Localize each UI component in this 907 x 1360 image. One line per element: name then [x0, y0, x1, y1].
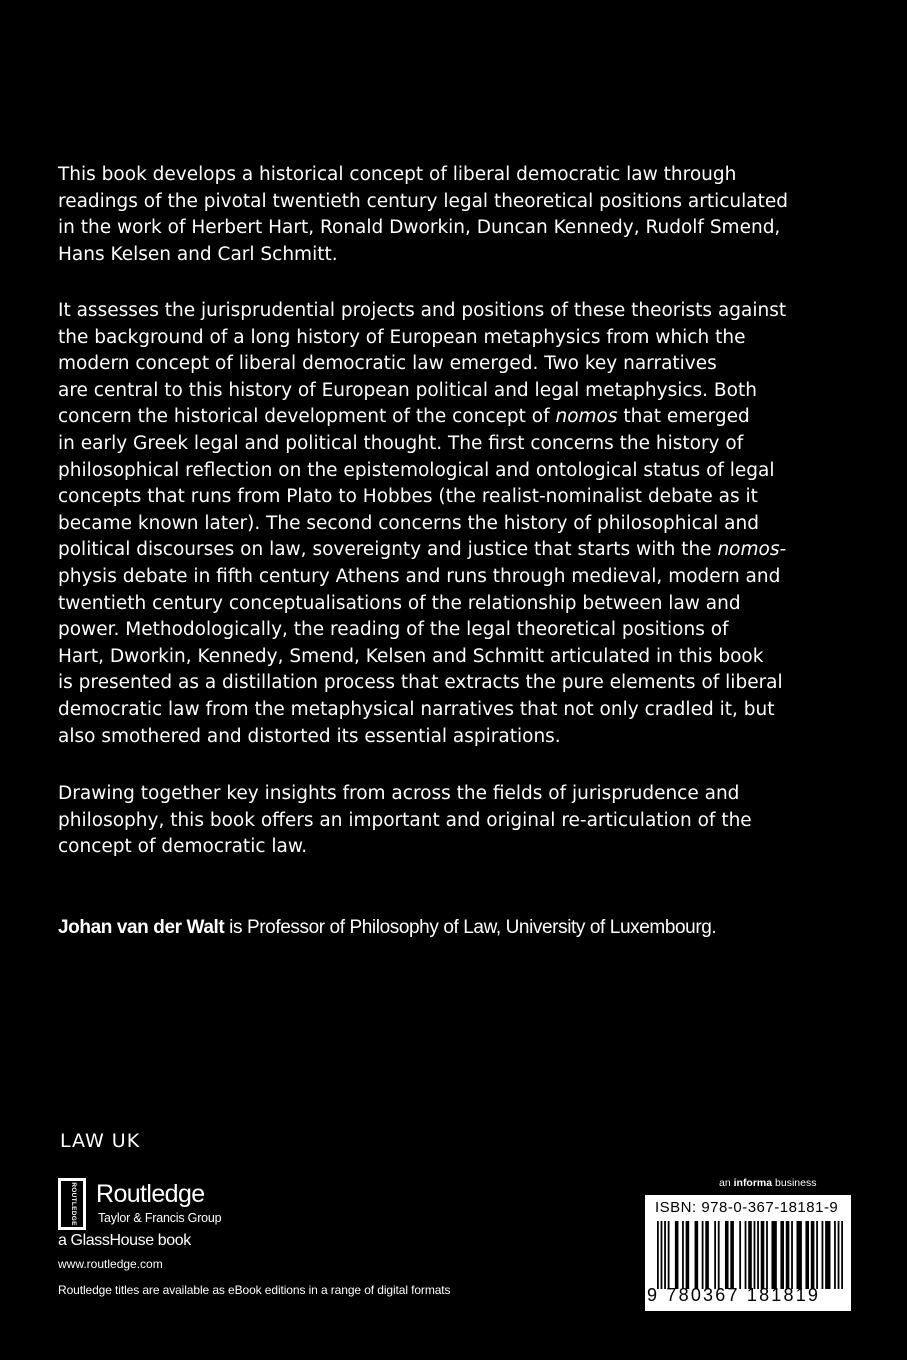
blurb-line: twentieth century conceptualisations of the relationship between law and: [58, 592, 741, 614]
blurb-line: philosophical reflection on the epistemological and ontological status of legal: [58, 459, 775, 481]
barcode-bar: [805, 1221, 809, 1289]
blurb-line: democratic law from the metaphysical narratives that not only cradled it, but: [58, 698, 775, 720]
blurb-line: [58, 537, 858, 564]
informa-business-label: [719, 1177, 816, 1189]
barcode-bar: [825, 1221, 830, 1289]
barcode-bar: [816, 1221, 818, 1289]
blurb-line: is presented as a distillation process that extracts the pure elements of liberal: [58, 672, 783, 694]
publisher-website: www.routledge.com: [58, 1257, 163, 1271]
barcode-bar: [841, 1221, 843, 1289]
barcode-bar: [739, 1221, 741, 1289]
blurb-line: became known later). The second concerns the history of philosophical and: [58, 512, 759, 534]
barcode-bar: [695, 1221, 699, 1289]
barcode-bar: [714, 1221, 716, 1289]
blurb-line: [58, 404, 858, 431]
barcode-bar: [661, 1221, 663, 1289]
barcode-icon: [657, 1221, 843, 1289]
barcode-bar: [834, 1221, 836, 1289]
barcode-bar: [745, 1221, 747, 1289]
publisher-group: Taylor & Francis Group: [98, 1211, 222, 1225]
blurb-line: modern concept of liberal democratic law emerged. Two key narratives: [58, 353, 717, 375]
blurb-line: in the work of Herbert Hart, Ronald Dworkin, Duncan Kennedy, Rudolf Smend,: [58, 217, 781, 239]
barcode-bar: [786, 1221, 790, 1289]
barcode-bar: [838, 1221, 840, 1289]
blurb-paragraph-1: [58, 162, 858, 268]
barcode-bar: [702, 1221, 704, 1289]
barcode-bar: [657, 1221, 659, 1289]
barcode-bar: [668, 1221, 670, 1289]
blurb-line: also smothered and distorted its essential aspirations.: [58, 725, 561, 747]
isbn-text: ISBN: 978-0-367-18181-9: [655, 1199, 839, 1216]
blurb-line: in early Greek legal and political thought. The first concerns the history of: [58, 432, 744, 454]
barcode-bar: [725, 1221, 729, 1289]
barcode-bar: [791, 1221, 793, 1289]
blurb-line: the background of a long history of European metaphysics from which the: [58, 326, 746, 348]
barcode-bar: [780, 1221, 784, 1289]
barcode-bar: [682, 1221, 684, 1289]
blurb-line: concept of democratic law.: [58, 836, 308, 858]
barcode-bar: [757, 1221, 759, 1289]
barcode-bar: [686, 1221, 690, 1289]
author-name: Johan van der Walt: [58, 917, 225, 938]
subject-category: LAW UK: [60, 1130, 141, 1152]
italic-term: nomos-: [717, 539, 787, 561]
blurb-line: concepts that runs from Plato to Hobbes (the realist-nominalist debate as it: [58, 486, 758, 508]
blurb-text: concern the historical development of the concept of: [58, 406, 556, 428]
blurb-text: that emerged: [617, 406, 750, 428]
barcode-bar: [748, 1221, 752, 1289]
informa-prefix: an: [719, 1177, 734, 1189]
ebook-note: Routledge titles are available as eBook editions in a range of digital formats: [58, 1283, 451, 1297]
barcode-bar: [822, 1221, 824, 1289]
author-bio-text: is Professor of Philosophy of Law, University of Luxembourg.: [224, 917, 717, 938]
blurb-line: philosophy, this book offers an important and original re-articulation of the: [58, 809, 752, 831]
informa-brand: informa: [733, 1177, 773, 1189]
barcode-bar: [811, 1221, 815, 1289]
blurb-text: political discourses on law, sovereignty and justice that starts with the: [58, 539, 718, 561]
barcode-bar: [754, 1221, 756, 1289]
informa-suffix: business: [772, 1177, 817, 1189]
isbn-barcode: [643, 1193, 853, 1313]
barcode-bar: [761, 1221, 765, 1289]
barcode-bar: [675, 1221, 679, 1289]
barcode-bar: [766, 1221, 768, 1289]
author-bio: [58, 914, 716, 942]
blurb-line: power. Methodologically, the reading of the legal theoretical positions of: [58, 619, 729, 641]
blurb-line: It assesses the jurisprudential projects and positions of these theorists against: [58, 300, 787, 321]
blurb-line: Hart, Dworkin, Kennedy, Smend, Kelsen and Schmitt articulated in this book: [58, 645, 764, 667]
blurb-paragraph-3: [58, 781, 858, 861]
blurb-line: physis debate in fifth century Athens and runs through medieval, modern and: [58, 565, 781, 587]
blurb-line: Drawing together key insights from across the fields of jurisprudence and: [58, 783, 740, 804]
publisher-name: Routledge: [96, 1180, 205, 1208]
blurb-line: readings of the pivotal twentieth century legal theoretical positions articulated: [58, 190, 789, 212]
routledge-logo-icon: [58, 1178, 86, 1230]
barcode-bar: [705, 1221, 709, 1289]
barcode-digits: 9 780367 181819: [647, 1285, 821, 1305]
barcode-bar: [718, 1221, 720, 1289]
italic-term: nomos: [555, 406, 618, 428]
blurb-line: Hans Kelsen and Carl Schmitt.: [58, 243, 338, 265]
routledge-logo-text: ROUTLEDGE: [70, 1182, 77, 1226]
barcode-bar: [730, 1221, 734, 1289]
imprint-label: a GlassHouse book: [58, 1232, 191, 1249]
blurb-line: This book develops a historical concept of liberal democratic law through: [58, 164, 737, 185]
barcode-bar: [664, 1221, 666, 1289]
blurb-paragraph-2: [58, 298, 858, 750]
blurb-line: are central to this history of European political and legal metaphysics. Both: [58, 379, 757, 401]
barcode-bar: [771, 1221, 776, 1289]
barcode-bar: [797, 1221, 802, 1289]
